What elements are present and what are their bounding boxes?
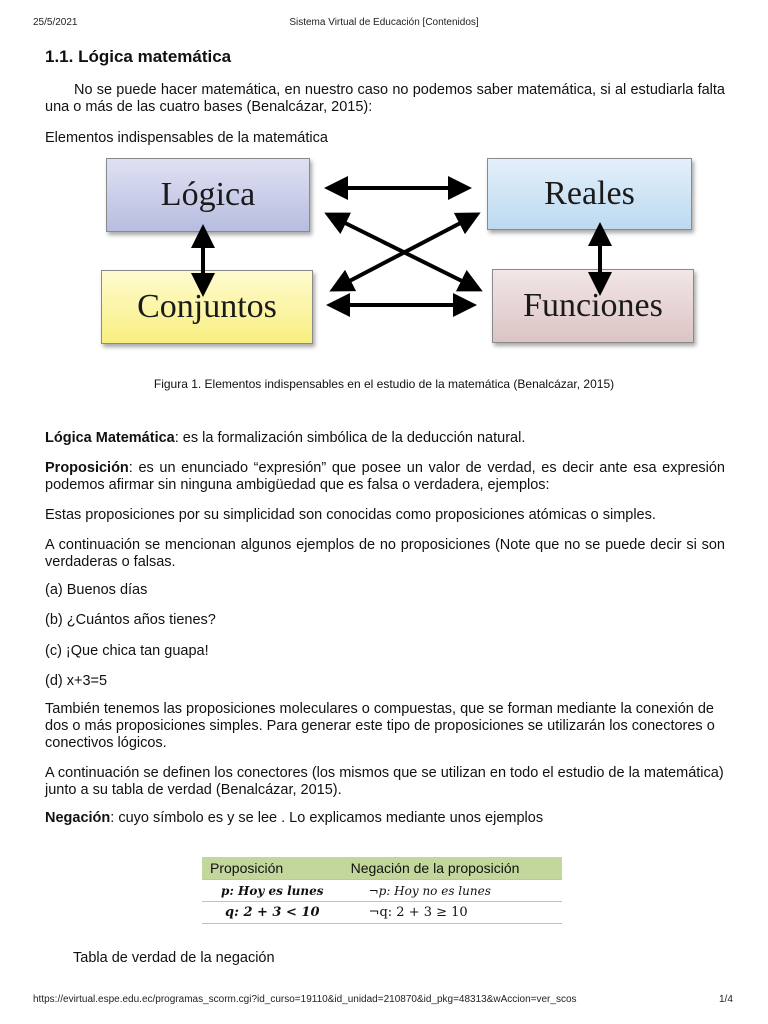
example-d: (d) x+3=5	[45, 673, 108, 689]
no-proposiciones-paragraph: A continuación se mencionan algunos ejemplos de no proposiciones (Note que no se puede decir si son verdaderas o falsas.	[45, 537, 725, 570]
proposicion-definition	[45, 460, 725, 494]
negacion-paragraph	[45, 810, 725, 827]
box-conjuntos: Conjuntos	[101, 270, 313, 344]
proposicion-text: : es un enunciado “expresión” que posee un valor de verdad, es decir ante esa expresión podemos afirmar sin ninguna ambigüedad que es falsa o verdadera, ejemplos:	[45, 460, 725, 493]
table-cell: p: Hoy es lunes	[202, 880, 343, 902]
section-title: 1.1. Lógica matemática	[45, 47, 232, 66]
table-cell: q: 2 + 3 < 10	[202, 902, 343, 924]
logica-text: : es la formalización simbólica de la deducción natural.	[174, 430, 526, 446]
atomicas-paragraph: Estas proposiciones por su simplicidad son conocidas como proposiciones atómicas o simples.	[45, 507, 656, 523]
example-c: (c) ¡Que chica tan guapa!	[45, 643, 209, 659]
table-row	[202, 902, 562, 924]
print-date: 25/5/2021	[33, 17, 78, 28]
box-reales: Reales	[487, 158, 692, 230]
example-a: (a) Buenos días	[45, 582, 148, 598]
table-header-proposicion: Proposición	[202, 857, 343, 880]
box-logica: Lógica	[106, 158, 310, 232]
negation-table	[202, 857, 562, 924]
footer-url: https://evirtual.espe.edu.ec/programas_scorm.cgi?id_curso=19110&id_unidad=210870&id_pkg=48313&wAccion=ver_scos	[33, 994, 577, 1005]
print-title: Sistema Virtual de Educación [Contenidos]	[289, 17, 479, 28]
elements-heading: Elementos indispensables de la matemática	[45, 130, 328, 146]
proposicion-term: Proposición	[45, 460, 129, 476]
footer-page-number: 1/4	[719, 994, 733, 1005]
math-elements-diagram	[100, 158, 696, 348]
figure-caption: Figura 1. Elementos indispensables en el estudio de la matemática (Benalcázar, 2015)	[153, 377, 615, 391]
table-cell: ¬q: 2 + 3 ≥ 10	[343, 902, 562, 924]
logica-definition	[45, 430, 725, 447]
table-caption: Tabla de verdad de la negación	[73, 950, 275, 966]
intro-paragraph: No se puede hacer matemática, en nuestro caso no podemos saber matemática, si al estudiarla falta una o más de las cuatro bases (Benalcázar, 2015):	[45, 82, 725, 115]
moleculares-paragraph: También tenemos las proposiciones moleculares o compuestas, que se forman mediante la conexión de dos o más proposiciones simples. Para generar este tipo de proposiciones se utilizarán los conectores o conectivos lógicos.	[45, 701, 715, 751]
logica-term: Lógica Matemática	[45, 430, 175, 446]
table-header-negacion: Negación de la proposición	[343, 857, 562, 880]
box-funciones: Funciones	[492, 269, 694, 343]
example-b: (b) ¿Cuántos años tienes?	[45, 612, 216, 628]
conectores-paragraph: A continuación se definen los conectores (los mismos que se utilizan en todo el estudio de la matemática) junto a su tabla de verdad (Benalcázar, 2015).	[45, 765, 724, 798]
table-cell: ¬p: Hoy no es lunes	[343, 880, 562, 902]
diagram-arrows	[100, 158, 696, 348]
negacion-text: : cuyo símbolo es y se lee . Lo explicamos mediante unos ejemplos	[110, 810, 544, 826]
table-row	[202, 880, 562, 902]
negacion-term: Negación	[45, 810, 111, 826]
table-header-row	[202, 857, 562, 880]
